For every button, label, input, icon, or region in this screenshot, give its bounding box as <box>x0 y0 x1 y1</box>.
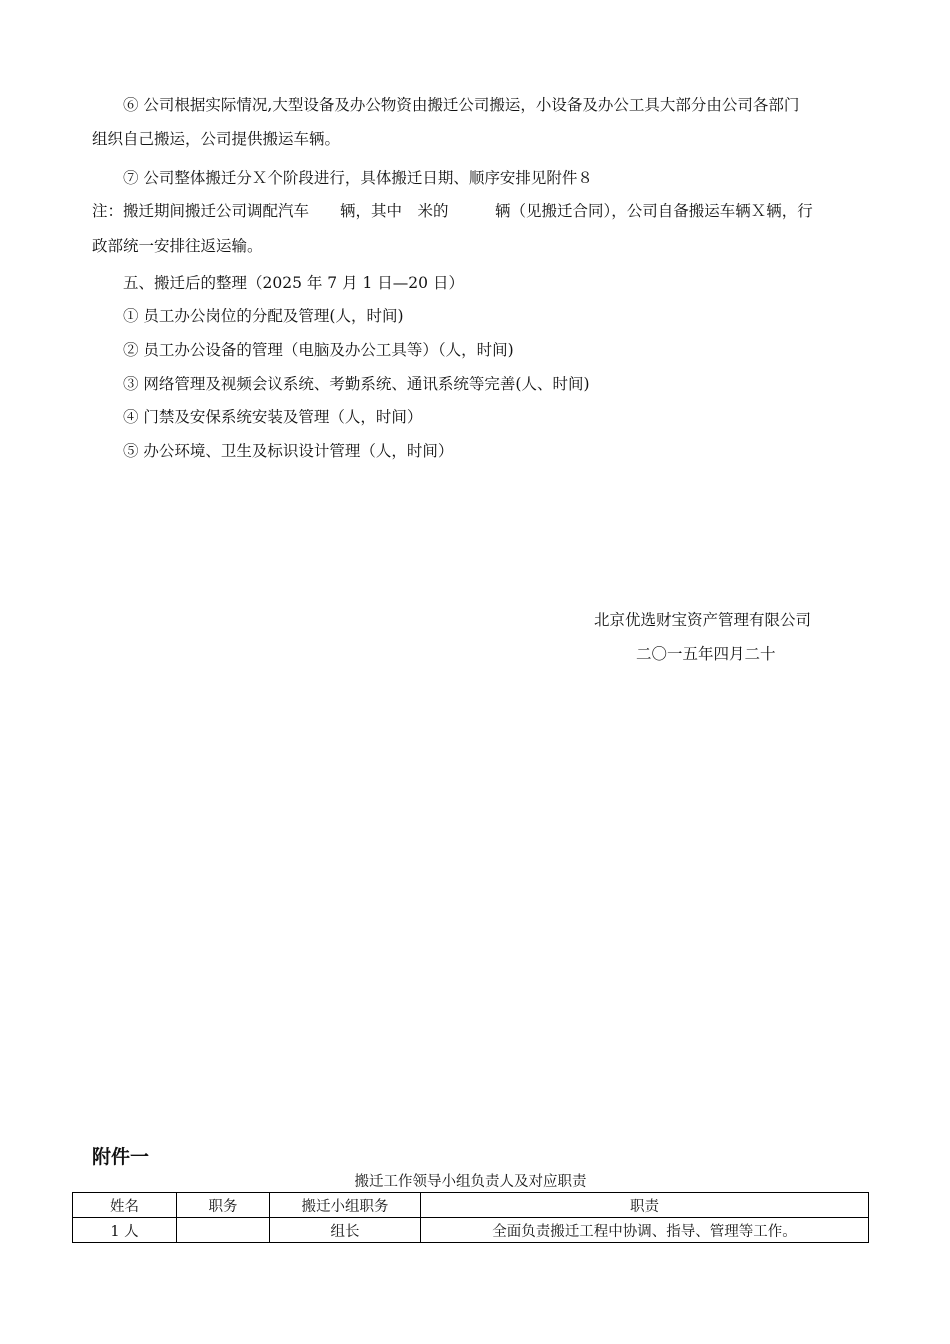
note-line-1: 注：搬迁期间搬迁公司调配汽车 辆，其中 米的 辆（见搬迁合同），公司自备搬运车辆Ｘ辆，行 <box>92 202 813 220</box>
header-team-role: 搬迁小组职务 <box>270 1193 421 1218</box>
header-name: 姓名 <box>73 1193 177 1218</box>
cell-team-role: 组长 <box>270 1218 421 1243</box>
responsibility-table <box>72 1192 869 1243</box>
annex-title: 附件一 <box>92 1146 150 1168</box>
table-header-row <box>73 1193 869 1218</box>
header-duties: 职责 <box>421 1193 869 1218</box>
header-position: 职务 <box>177 1193 270 1218</box>
section-5-heading: 五、搬迁后的整理（2025 年 7 月 1 日—20 日） <box>123 274 464 292</box>
paragraph-item-6-line-1: ⑥ 公司根据实际情况,大型设备及办公物资由搬迁公司搬运，小设备及办公工具大部分由公司各部门 <box>123 96 800 114</box>
section-5-item-5: ⑤ 办公环境、卫生及标识设计管理（人，时间） <box>123 442 454 460</box>
signature-date: 二〇一五年四月二十 <box>636 645 776 663</box>
paragraph-item-6-line-2: 组织自己搬运，公司提供搬运车辆。 <box>92 130 341 148</box>
section-5-item-2: ② 员工办公设备的管理（电脑及办公工具等）（人，时间) <box>123 341 514 359</box>
cell-position <box>177 1218 270 1243</box>
section-5-item-3: ③ 网络管理及视频会议系统、考勤系统、通讯系统等完善(人、时间) <box>123 375 590 393</box>
note-line-2: 政部统一安排往返运输。 <box>92 237 263 255</box>
section-5-item-4: ④ 门禁及安保系统安装及管理（人，时间） <box>123 408 423 426</box>
table-row <box>73 1218 869 1243</box>
cell-duties: 全面负责搬迁工程中协调、指导、管理等工作。 <box>421 1218 869 1243</box>
table-caption: 搬迁工作领导小组负责人及对应职责 <box>354 1174 587 1190</box>
cell-name: 1 人 <box>73 1218 177 1243</box>
signature-company: 北京优选财宝资产管理有限公司 <box>594 611 812 629</box>
section-5-item-1: ① 员工办公岗位的分配及管理(人，时间) <box>123 307 404 325</box>
paragraph-item-7: ⑦ 公司整体搬迁分Ｘ个阶段进行，具体搬迁日期、顺序安排见附件８ <box>123 169 593 187</box>
